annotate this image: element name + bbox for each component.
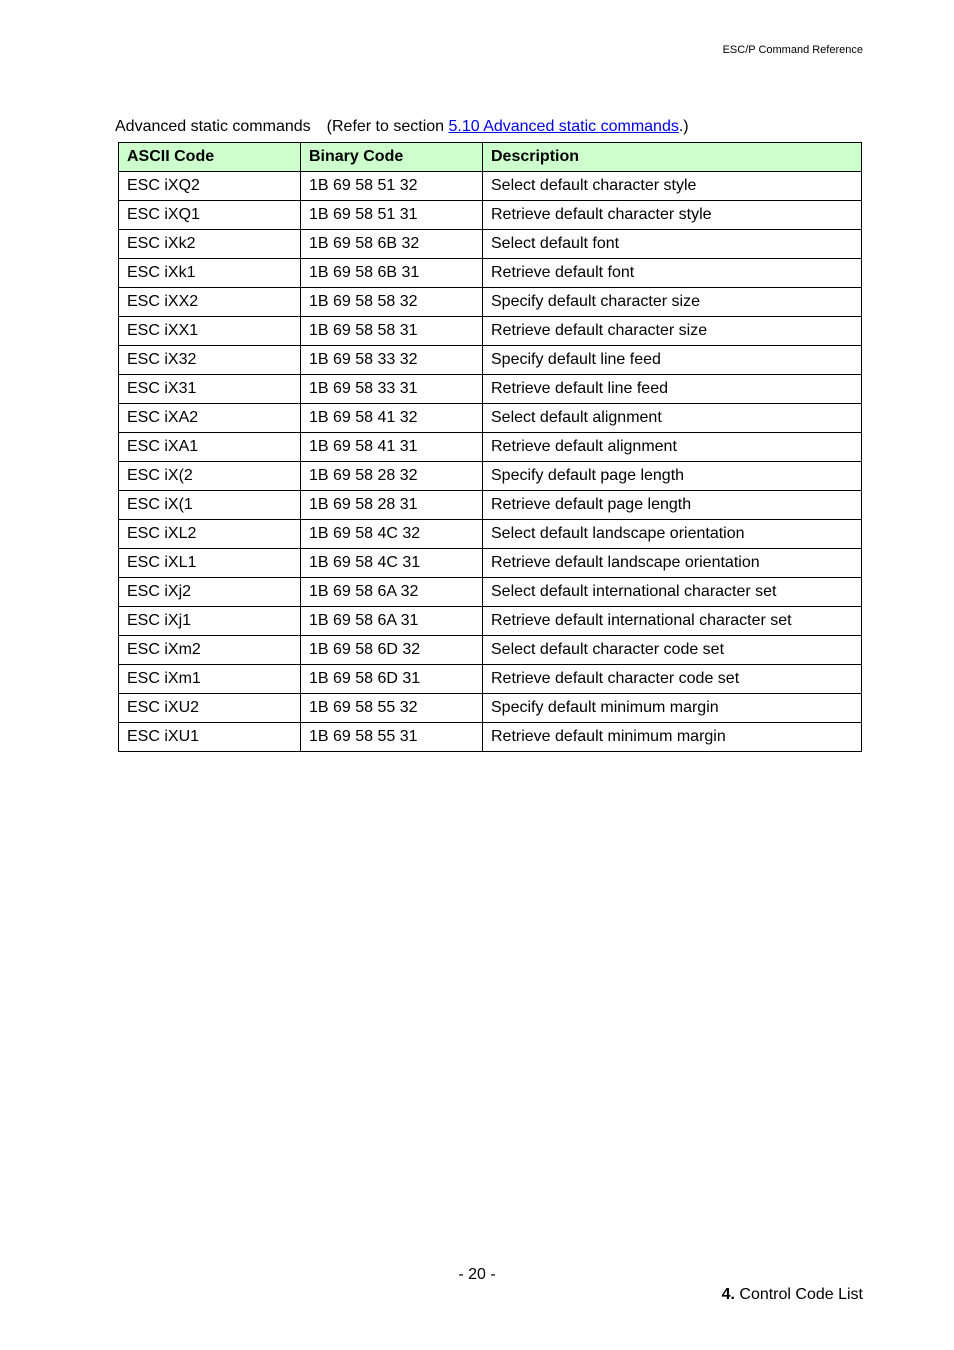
table-header	[119, 143, 862, 172]
binary-code-cell: 1B 69 58 4C 32	[301, 520, 483, 549]
description-cell: Select default landscape orientation	[483, 520, 862, 549]
binary-code-cell: 1B 69 58 28 31	[301, 491, 483, 520]
table-row	[119, 549, 862, 578]
binary-code-cell: 1B 69 58 55 32	[301, 694, 483, 723]
description-cell: Retrieve default page length	[483, 491, 862, 520]
binary-code-cell: 1B 69 58 51 32	[301, 172, 483, 201]
table-row	[119, 433, 862, 462]
binary-code-cell: 1B 69 58 51 31	[301, 201, 483, 230]
table-row	[119, 346, 862, 375]
binary-code-cell: 1B 69 58 6D 32	[301, 636, 483, 665]
description-cell: Select default international character set	[483, 578, 862, 607]
table-row	[119, 462, 862, 491]
ascii-code-cell: ESC iXj2	[119, 578, 301, 607]
binary-code-cell: 1B 69 58 28 32	[301, 462, 483, 491]
ascii-code-cell: ESC iXU2	[119, 694, 301, 723]
binary-code-cell: 1B 69 58 41 32	[301, 404, 483, 433]
table-row	[119, 491, 862, 520]
description-cell: Select default character style	[483, 172, 862, 201]
table-row	[119, 578, 862, 607]
column-header-description: Description	[483, 143, 862, 172]
description-cell: Retrieve default alignment	[483, 433, 862, 462]
description-cell: Select default font	[483, 230, 862, 259]
binary-code-cell: 1B 69 58 6D 31	[301, 665, 483, 694]
table-row	[119, 230, 862, 259]
description-cell: Select default character code set	[483, 636, 862, 665]
table-row	[119, 520, 862, 549]
refer-suffix: .)	[678, 118, 689, 135]
ascii-code-cell: ESC iXX1	[119, 317, 301, 346]
table-row	[119, 288, 862, 317]
ascii-code-cell: ESC iX31	[119, 375, 301, 404]
table-row	[119, 694, 862, 723]
ascii-code-cell: ESC iXX2	[119, 288, 301, 317]
description-cell: Retrieve default international character set	[483, 607, 862, 636]
binary-code-cell: 1B 69 58 55 31	[301, 723, 483, 752]
ascii-code-cell: ESC iXk2	[119, 230, 301, 259]
ascii-code-cell: ESC iXL1	[119, 549, 301, 578]
ascii-code-cell: ESC iXL2	[119, 520, 301, 549]
ascii-code-cell: ESC iXm1	[119, 665, 301, 694]
header-row	[119, 143, 862, 172]
description-cell: Specify default character size	[483, 288, 862, 317]
binary-code-cell: 1B 69 58 33 31	[301, 375, 483, 404]
table-row	[119, 723, 862, 752]
description-cell: Retrieve default character size	[483, 317, 862, 346]
running-header: ESC/P Command Reference	[722, 44, 863, 56]
table-row	[119, 201, 862, 230]
ascii-code-cell: ESC iX(2	[119, 462, 301, 491]
ascii-code-cell: ESC iXm2	[119, 636, 301, 665]
description-cell: Specify default line feed	[483, 346, 862, 375]
footer-section-title	[722, 1286, 863, 1304]
table-body	[119, 172, 862, 752]
table-row	[119, 317, 862, 346]
ascii-code-cell: ESC iXA1	[119, 433, 301, 462]
ascii-code-cell: ESC iX32	[119, 346, 301, 375]
table-row	[119, 404, 862, 433]
binary-code-cell: 1B 69 58 6A 31	[301, 607, 483, 636]
description-cell: Select default alignment	[483, 404, 862, 433]
description-cell: Retrieve default minimum margin	[483, 723, 862, 752]
binary-code-cell: 1B 69 58 6B 31	[301, 259, 483, 288]
description-cell: Retrieve default character code set	[483, 665, 862, 694]
binary-code-cell: 1B 69 58 41 31	[301, 433, 483, 462]
section-intro	[115, 118, 689, 136]
description-cell: Retrieve default character style	[483, 201, 862, 230]
section-link[interactable]: 5.10 Advanced static commands	[448, 118, 679, 135]
description-cell: Retrieve default font	[483, 259, 862, 288]
table-row	[119, 636, 862, 665]
binary-code-cell: 1B 69 58 4C 31	[301, 549, 483, 578]
table-row	[119, 172, 862, 201]
ascii-code-cell: ESC iXA2	[119, 404, 301, 433]
page-number: - 20 -	[458, 1266, 496, 1283]
ascii-code-cell: ESC iXQ2	[119, 172, 301, 201]
section-number: 4.	[721, 1286, 735, 1303]
description-cell: Retrieve default line feed	[483, 375, 862, 404]
description-cell: Specify default page length	[483, 462, 862, 491]
ascii-code-cell: ESC iXQ1	[119, 201, 301, 230]
column-header-ascii-code: ASCII Code	[119, 143, 301, 172]
column-header-binary-code: Binary Code	[301, 143, 483, 172]
binary-code-cell: 1B 69 58 58 31	[301, 317, 483, 346]
table-row	[119, 375, 862, 404]
table-row	[119, 607, 862, 636]
intro-label: Advanced static commands	[115, 118, 311, 135]
description-cell: Specify default minimum margin	[483, 694, 862, 723]
binary-code-cell: 1B 69 58 33 32	[301, 346, 483, 375]
ascii-code-cell: ESC iXk1	[119, 259, 301, 288]
ascii-code-cell: ESC iXU1	[119, 723, 301, 752]
binary-code-cell: 1B 69 58 6A 32	[301, 578, 483, 607]
binary-code-cell: 1B 69 58 58 32	[301, 288, 483, 317]
ascii-code-cell: ESC iXj1	[119, 607, 301, 636]
table-row	[119, 259, 862, 288]
ascii-code-cell: ESC iX(1	[119, 491, 301, 520]
command-table	[118, 142, 862, 752]
section-title: Control Code List	[734, 1286, 863, 1303]
binary-code-cell: 1B 69 58 6B 32	[301, 230, 483, 259]
description-cell: Retrieve default landscape orientation	[483, 549, 862, 578]
refer-prefix: (Refer to section	[326, 118, 449, 135]
table-row	[119, 665, 862, 694]
